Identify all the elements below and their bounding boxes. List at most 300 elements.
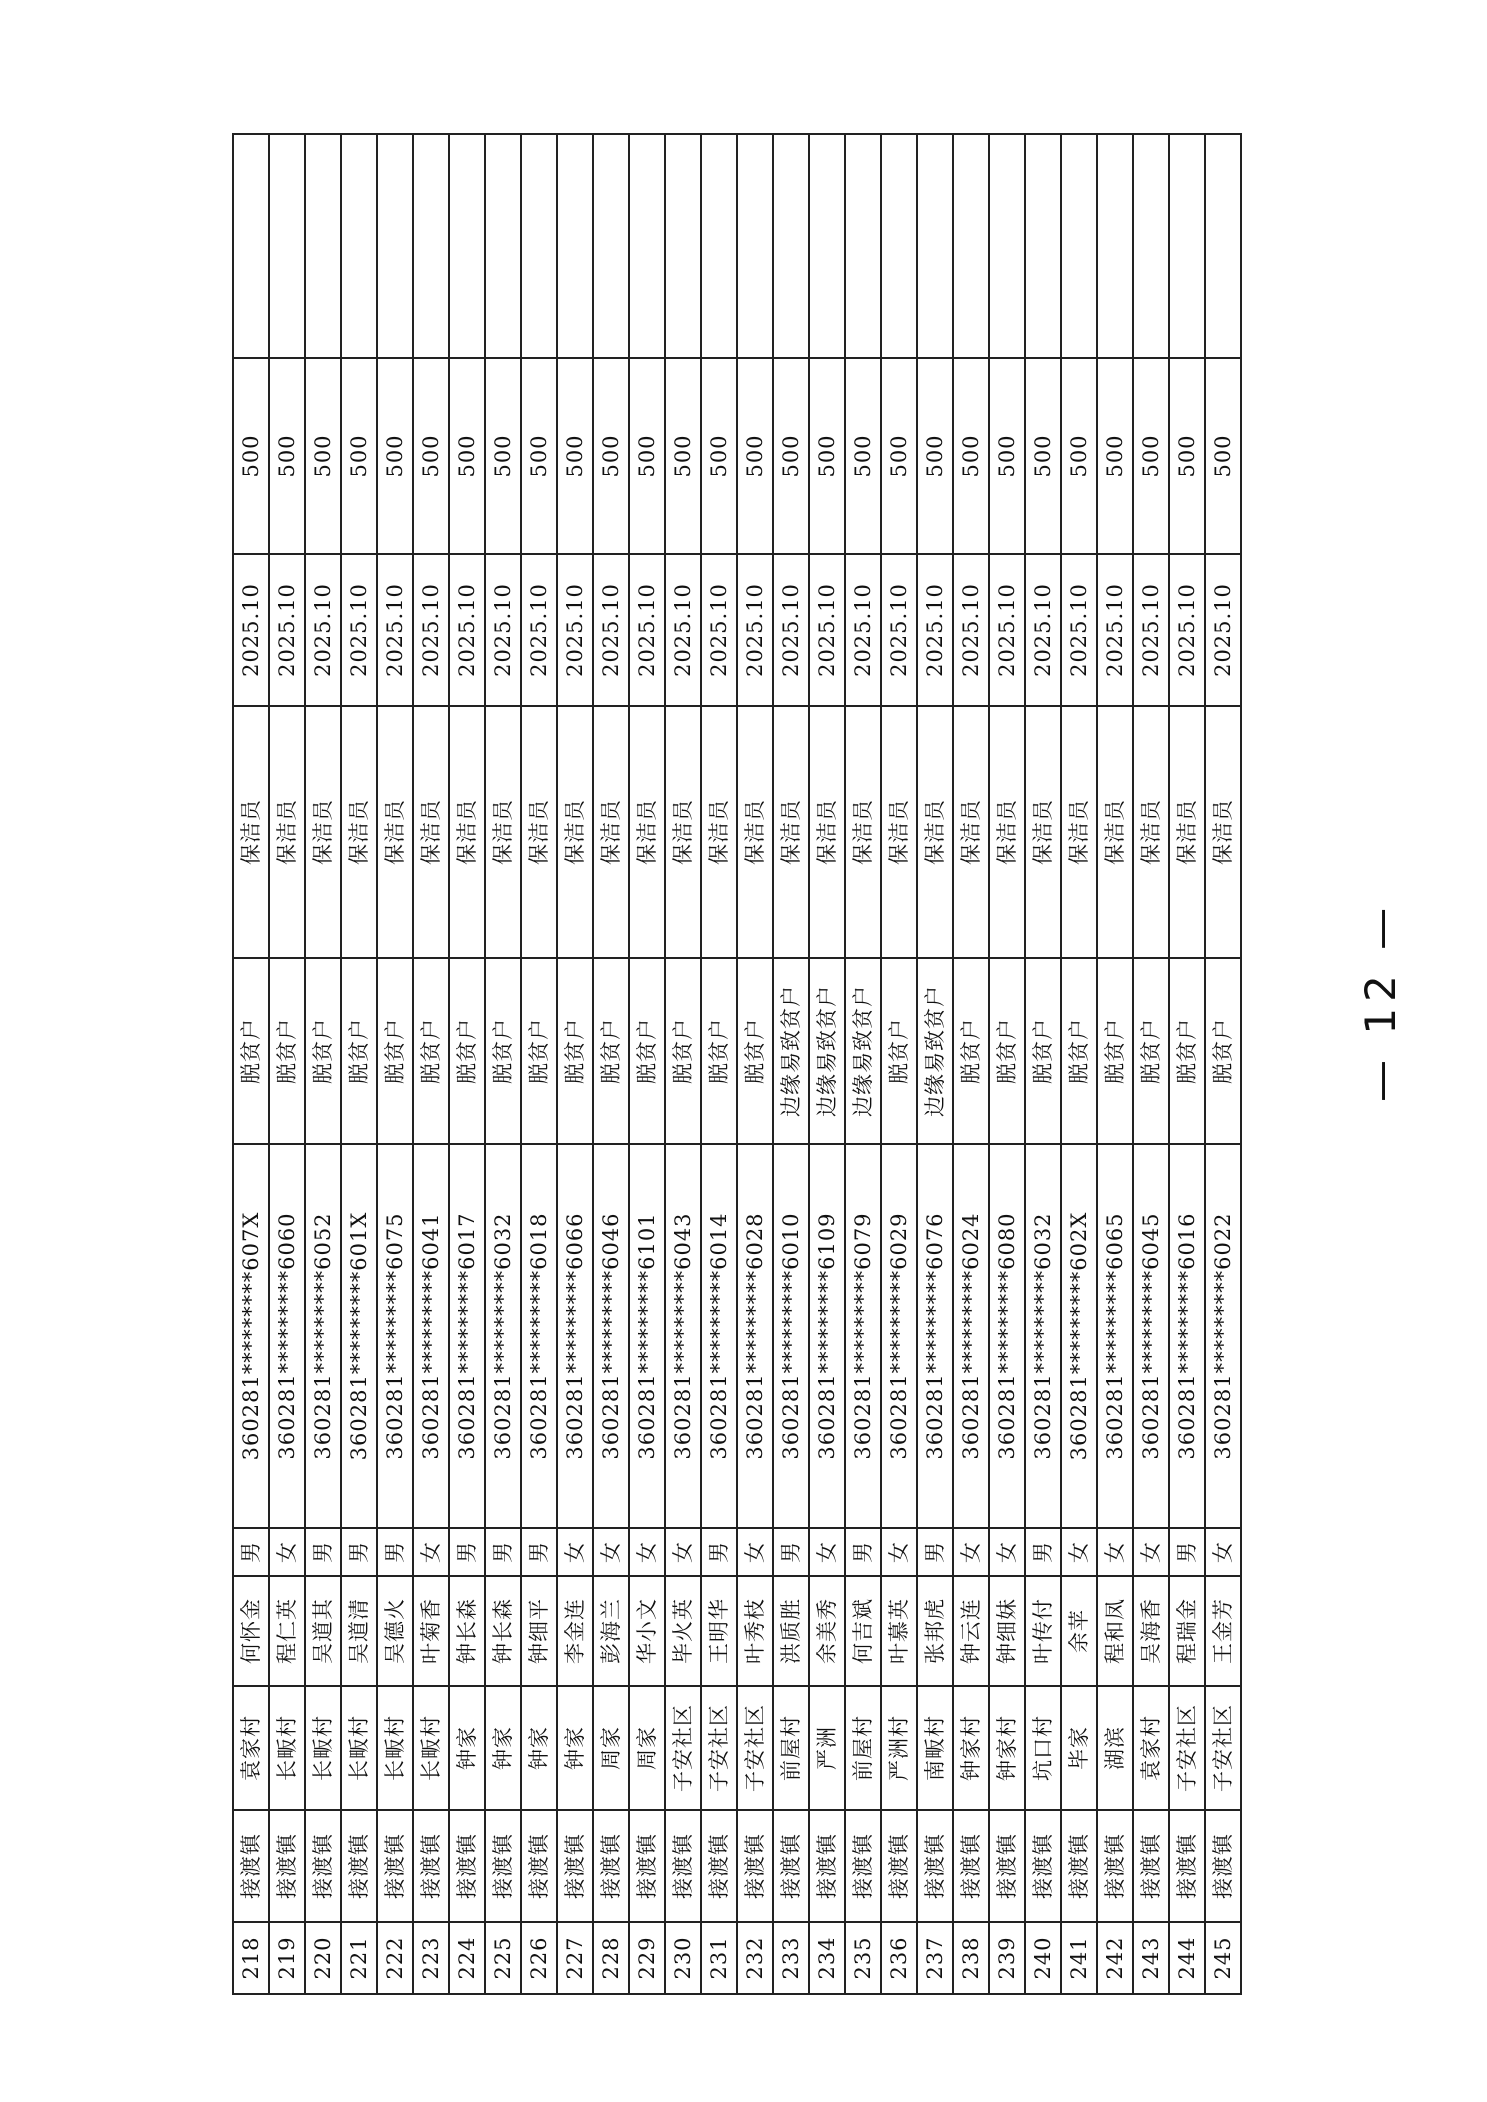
gender-cell: 男 — [449, 1528, 485, 1576]
village-name-cell: 周家 — [593, 1686, 629, 1810]
job-title-cell: 保洁员 — [989, 706, 1025, 958]
pay-month-cell: 2025.10 — [377, 554, 413, 706]
village-name-cell: 毕家 — [1061, 1686, 1097, 1810]
empty-remark-cell — [1097, 134, 1133, 358]
town-name-cell: 接渡镇 — [1025, 1810, 1061, 1922]
job-title-cell: 保洁员 — [1169, 706, 1205, 958]
table-row — [449, 134, 485, 1994]
pay-month-cell: 2025.10 — [233, 554, 269, 706]
subsidy-amount-cell: 500 — [629, 358, 665, 554]
subsidy-amount-cell: 500 — [1061, 358, 1097, 554]
pay-month-cell: 2025.10 — [737, 554, 773, 706]
pay-month-cell: 2025.10 — [953, 554, 989, 706]
row-number-cell: 233 — [773, 1922, 809, 1994]
household-type-cell: 边缘易致贫户 — [773, 958, 809, 1144]
empty-remark-cell — [989, 134, 1025, 358]
village-name-cell: 钟家村 — [989, 1686, 1025, 1810]
village-name-cell: 长畈村 — [377, 1686, 413, 1810]
empty-remark-cell — [449, 134, 485, 358]
subsidy-amount-cell: 500 — [233, 358, 269, 554]
village-name-cell: 子安社区 — [737, 1686, 773, 1810]
table-row — [269, 134, 305, 1994]
pay-month-cell: 2025.10 — [413, 554, 449, 706]
row-number-cell: 234 — [809, 1922, 845, 1994]
gender-cell: 女 — [557, 1528, 593, 1576]
row-number-cell: 218 — [233, 1922, 269, 1994]
village-name-cell: 前屋村 — [773, 1686, 809, 1810]
table-row — [413, 134, 449, 1994]
row-number-cell: 245 — [1205, 1922, 1241, 1994]
id-number-cell: 360281*********6010 — [773, 1144, 809, 1528]
village-name-cell: 长畈村 — [413, 1686, 449, 1810]
empty-remark-cell — [485, 134, 521, 358]
pay-month-cell: 2025.10 — [1061, 554, 1097, 706]
empty-remark-cell — [377, 134, 413, 358]
pay-month-cell: 2025.10 — [557, 554, 593, 706]
table-row — [737, 134, 773, 1994]
empty-remark-cell — [413, 134, 449, 358]
town-name-cell: 接渡镇 — [341, 1810, 377, 1922]
empty-remark-cell — [1061, 134, 1097, 358]
job-title-cell: 保洁员 — [809, 706, 845, 958]
town-name-cell: 接渡镇 — [449, 1810, 485, 1922]
row-number-cell: 226 — [521, 1922, 557, 1994]
row-number-cell: 232 — [737, 1922, 773, 1994]
pay-month-cell: 2025.10 — [521, 554, 557, 706]
row-number-cell: 223 — [413, 1922, 449, 1994]
pay-month-cell: 2025.10 — [773, 554, 809, 706]
job-title-cell: 保洁员 — [737, 706, 773, 958]
household-type-cell: 脱贫户 — [305, 958, 341, 1144]
gender-cell: 男 — [1169, 1528, 1205, 1576]
household-type-cell: 脱贫户 — [1133, 958, 1169, 1144]
empty-remark-cell — [1025, 134, 1061, 358]
empty-remark-cell — [521, 134, 557, 358]
job-title-cell: 保洁员 — [521, 706, 557, 958]
gender-cell: 女 — [593, 1528, 629, 1576]
id-number-cell: 360281*********6041 — [413, 1144, 449, 1528]
person-name-cell: 吴道清 — [341, 1576, 377, 1686]
household-type-cell: 脱贫户 — [449, 958, 485, 1144]
id-number-cell: 360281*********6066 — [557, 1144, 593, 1528]
job-title-cell: 保洁员 — [449, 706, 485, 958]
id-number-cell: 360281*********6109 — [809, 1144, 845, 1528]
person-name-cell: 钟细妹 — [989, 1576, 1025, 1686]
table-row — [881, 134, 917, 1994]
town-name-cell: 接渡镇 — [1133, 1810, 1169, 1922]
job-title-cell: 保洁员 — [1133, 706, 1169, 958]
subsidy-amount-cell: 500 — [1205, 358, 1241, 554]
row-number-cell: 239 — [989, 1922, 1025, 1994]
pay-month-cell: 2025.10 — [701, 554, 737, 706]
subsidy-amount-cell: 500 — [1097, 358, 1133, 554]
village-name-cell: 钟家 — [449, 1686, 485, 1810]
row-number-cell: 221 — [341, 1922, 377, 1994]
table-row — [1133, 134, 1169, 1994]
id-number-cell: 360281*********6079 — [845, 1144, 881, 1528]
person-name-cell: 程仁英 — [269, 1576, 305, 1686]
id-number-cell: 360281*********6065 — [1097, 1144, 1133, 1528]
household-type-cell: 脱贫户 — [593, 958, 629, 1144]
subsidy-amount-cell: 500 — [557, 358, 593, 554]
gender-cell: 女 — [1061, 1528, 1097, 1576]
row-number-cell: 222 — [377, 1922, 413, 1994]
pay-month-cell: 2025.10 — [629, 554, 665, 706]
id-number-cell: 360281*********6032 — [485, 1144, 521, 1528]
gender-cell: 女 — [881, 1528, 917, 1576]
person-name-cell: 余苹 — [1061, 1576, 1097, 1686]
empty-remark-cell — [557, 134, 593, 358]
job-title-cell: 保洁员 — [377, 706, 413, 958]
town-name-cell: 接渡镇 — [1205, 1810, 1241, 1922]
person-name-cell: 余美秀 — [809, 1576, 845, 1686]
person-name-cell: 何怀金 — [233, 1576, 269, 1686]
empty-remark-cell — [629, 134, 665, 358]
empty-remark-cell — [233, 134, 269, 358]
village-name-cell: 子安社区 — [665, 1686, 701, 1810]
empty-remark-cell — [737, 134, 773, 358]
person-name-cell: 钟云连 — [953, 1576, 989, 1686]
empty-remark-cell — [269, 134, 305, 358]
household-type-cell: 脱贫户 — [341, 958, 377, 1144]
household-type-cell: 脱贫户 — [953, 958, 989, 1144]
job-title-cell: 保洁员 — [1025, 706, 1061, 958]
household-type-cell: 脱贫户 — [1025, 958, 1061, 1144]
village-name-cell: 前屋村 — [845, 1686, 881, 1810]
gender-cell: 女 — [953, 1528, 989, 1576]
subsidy-amount-cell: 500 — [1169, 358, 1205, 554]
village-name-cell: 长畈村 — [269, 1686, 305, 1810]
id-number-cell: 360281*********6045 — [1133, 1144, 1169, 1528]
table-row — [485, 134, 521, 1994]
row-number-cell: 230 — [665, 1922, 701, 1994]
town-name-cell: 接渡镇 — [737, 1810, 773, 1922]
job-title-cell: 保洁员 — [881, 706, 917, 958]
gender-cell: 男 — [377, 1528, 413, 1576]
town-name-cell: 接渡镇 — [521, 1810, 557, 1922]
pay-month-cell: 2025.10 — [665, 554, 701, 706]
pay-month-cell: 2025.10 — [485, 554, 521, 706]
id-number-cell: 360281*********6024 — [953, 1144, 989, 1528]
gender-cell: 男 — [485, 1528, 521, 1576]
person-name-cell: 王明华 — [701, 1576, 737, 1686]
town-name-cell: 接渡镇 — [881, 1810, 917, 1922]
household-type-cell: 脱贫户 — [989, 958, 1025, 1144]
pay-month-cell: 2025.10 — [845, 554, 881, 706]
household-type-cell: 脱贫户 — [701, 958, 737, 1144]
id-number-cell: 360281*********6016 — [1169, 1144, 1205, 1528]
town-name-cell: 接渡镇 — [845, 1810, 881, 1922]
town-name-cell: 接渡镇 — [953, 1810, 989, 1922]
id-number-cell: 360281*********607X — [233, 1144, 269, 1528]
table-row — [1169, 134, 1205, 1994]
row-number-cell: 225 — [485, 1922, 521, 1994]
id-number-cell: 360281*********6032 — [1025, 1144, 1061, 1528]
id-number-cell: 360281*********6060 — [269, 1144, 305, 1528]
job-title-cell: 保洁员 — [665, 706, 701, 958]
gender-cell: 男 — [917, 1528, 953, 1576]
job-title-cell: 保洁员 — [953, 706, 989, 958]
gender-cell: 女 — [1205, 1528, 1241, 1576]
village-name-cell: 钟家 — [521, 1686, 557, 1810]
empty-remark-cell — [1169, 134, 1205, 358]
household-type-cell: 脱贫户 — [1097, 958, 1133, 1144]
id-number-cell: 360281*********6022 — [1205, 1144, 1241, 1528]
table-row — [809, 134, 845, 1994]
village-name-cell: 钟家 — [485, 1686, 521, 1810]
town-name-cell: 接渡镇 — [377, 1810, 413, 1922]
job-title-cell: 保洁员 — [845, 706, 881, 958]
household-type-cell: 脱贫户 — [737, 958, 773, 1144]
village-name-cell: 坑口村 — [1025, 1686, 1061, 1810]
row-number-cell: 242 — [1097, 1922, 1133, 1994]
job-title-cell: 保洁员 — [485, 706, 521, 958]
job-title-cell: 保洁员 — [341, 706, 377, 958]
household-type-cell: 脱贫户 — [485, 958, 521, 1144]
pay-month-cell: 2025.10 — [593, 554, 629, 706]
gender-cell: 男 — [1025, 1528, 1061, 1576]
gender-cell: 女 — [413, 1528, 449, 1576]
subsidy-amount-cell: 500 — [521, 358, 557, 554]
gender-cell: 女 — [1133, 1528, 1169, 1576]
household-type-cell: 脱贫户 — [1061, 958, 1097, 1144]
gender-cell: 男 — [305, 1528, 341, 1576]
subsidy-amount-cell: 500 — [773, 358, 809, 554]
row-number-cell: 219 — [269, 1922, 305, 1994]
empty-remark-cell — [305, 134, 341, 358]
pay-month-cell: 2025.10 — [269, 554, 305, 706]
village-name-cell: 钟家村 — [953, 1686, 989, 1810]
person-name-cell: 毕火英 — [665, 1576, 701, 1686]
id-number-cell: 360281*********6018 — [521, 1144, 557, 1528]
empty-remark-cell — [1205, 134, 1241, 358]
row-number-cell: 220 — [305, 1922, 341, 1994]
subsidy-amount-cell: 500 — [989, 358, 1025, 554]
town-name-cell: 接渡镇 — [1061, 1810, 1097, 1922]
table-row — [665, 134, 701, 1994]
person-name-cell: 何吉斌 — [845, 1576, 881, 1686]
subsidy-amount-cell: 500 — [305, 358, 341, 554]
table-row — [233, 134, 269, 1994]
person-name-cell: 张邦虎 — [917, 1576, 953, 1686]
gender-cell: 女 — [269, 1528, 305, 1576]
job-title-cell: 保洁员 — [773, 706, 809, 958]
subsidy-amount-cell: 500 — [953, 358, 989, 554]
pay-month-cell: 2025.10 — [1169, 554, 1205, 706]
village-name-cell: 长畈村 — [341, 1686, 377, 1810]
subsidy-amount-cell: 500 — [269, 358, 305, 554]
pay-month-cell: 2025.10 — [1025, 554, 1061, 706]
village-name-cell: 钟家 — [557, 1686, 593, 1810]
row-number-cell: 241 — [1061, 1922, 1097, 1994]
empty-remark-cell — [701, 134, 737, 358]
household-type-cell: 边缘易致贫户 — [845, 958, 881, 1144]
empty-remark-cell — [809, 134, 845, 358]
pay-month-cell: 2025.10 — [1097, 554, 1133, 706]
village-name-cell: 袁家村 — [233, 1686, 269, 1810]
job-title-cell: 保洁员 — [233, 706, 269, 958]
person-name-cell: 李金连 — [557, 1576, 593, 1686]
row-number-cell: 235 — [845, 1922, 881, 1994]
table-row — [701, 134, 737, 1994]
household-type-cell: 脱贫户 — [557, 958, 593, 1144]
id-number-cell: 360281*********601X — [341, 1144, 377, 1528]
table-row — [521, 134, 557, 1994]
row-number-cell: 228 — [593, 1922, 629, 1994]
job-title-cell: 保洁员 — [1205, 706, 1241, 958]
empty-remark-cell — [917, 134, 953, 358]
town-name-cell: 接渡镇 — [773, 1810, 809, 1922]
subsidy-table — [232, 133, 1242, 1995]
job-title-cell: 保洁员 — [557, 706, 593, 958]
row-number-cell: 240 — [1025, 1922, 1061, 1994]
pay-month-cell: 2025.10 — [305, 554, 341, 706]
table-row — [953, 134, 989, 1994]
id-number-cell: 360281*********6046 — [593, 1144, 629, 1528]
table-row — [1205, 134, 1241, 1994]
person-name-cell: 叶菊香 — [413, 1576, 449, 1686]
person-name-cell: 钟长森 — [449, 1576, 485, 1686]
town-name-cell: 接渡镇 — [917, 1810, 953, 1922]
subsidy-amount-cell: 500 — [881, 358, 917, 554]
row-number-cell: 243 — [1133, 1922, 1169, 1994]
subsidy-amount-cell: 500 — [917, 358, 953, 554]
subsidy-amount-cell: 500 — [377, 358, 413, 554]
subsidy-amount-cell: 500 — [413, 358, 449, 554]
table-row — [341, 134, 377, 1994]
job-title-cell: 保洁员 — [269, 706, 305, 958]
household-type-cell: 脱贫户 — [233, 958, 269, 1144]
household-type-cell: 脱贫户 — [269, 958, 305, 1144]
subsidy-amount-cell: 500 — [845, 358, 881, 554]
table-row — [1025, 134, 1061, 1994]
gender-cell: 男 — [341, 1528, 377, 1576]
row-number-cell: 236 — [881, 1922, 917, 1994]
table-row — [593, 134, 629, 1994]
person-name-cell: 程和凤 — [1097, 1576, 1133, 1686]
empty-remark-cell — [773, 134, 809, 358]
table-row — [629, 134, 665, 1994]
town-name-cell: 接渡镇 — [305, 1810, 341, 1922]
id-number-cell: 360281*********602X — [1061, 1144, 1097, 1528]
village-name-cell: 湖滨 — [1097, 1686, 1133, 1810]
job-title-cell: 保洁员 — [413, 706, 449, 958]
village-name-cell: 南畈村 — [917, 1686, 953, 1810]
gender-cell: 女 — [737, 1528, 773, 1576]
gender-cell: 女 — [809, 1528, 845, 1576]
row-number-cell: 229 — [629, 1922, 665, 1994]
gender-cell: 男 — [233, 1528, 269, 1576]
page-number: — 12 — — [1356, 901, 1405, 1102]
subsidy-amount-cell: 500 — [1025, 358, 1061, 554]
town-name-cell: 接渡镇 — [989, 1810, 1025, 1922]
town-name-cell: 接渡镇 — [485, 1810, 521, 1922]
town-name-cell: 接渡镇 — [233, 1810, 269, 1922]
town-name-cell: 接渡镇 — [413, 1810, 449, 1922]
person-name-cell: 叶秀枝 — [737, 1576, 773, 1686]
table-row — [773, 134, 809, 1994]
household-type-cell: 脱贫户 — [413, 958, 449, 1144]
town-name-cell: 接渡镇 — [1169, 1810, 1205, 1922]
town-name-cell: 接渡镇 — [269, 1810, 305, 1922]
household-type-cell: 脱贫户 — [881, 958, 917, 1144]
job-title-cell: 保洁员 — [305, 706, 341, 958]
table-row — [1097, 134, 1133, 1994]
subsidy-amount-cell: 500 — [449, 358, 485, 554]
empty-remark-cell — [881, 134, 917, 358]
gender-cell: 男 — [773, 1528, 809, 1576]
subsidy-amount-cell: 500 — [737, 358, 773, 554]
id-number-cell: 360281*********6075 — [377, 1144, 413, 1528]
household-type-cell: 脱贫户 — [521, 958, 557, 1144]
pay-month-cell: 2025.10 — [989, 554, 1025, 706]
table-row — [557, 134, 593, 1994]
household-type-cell: 脱贫户 — [1169, 958, 1205, 1144]
id-number-cell: 360281*********6076 — [917, 1144, 953, 1528]
person-name-cell: 吴海香 — [1133, 1576, 1169, 1686]
empty-remark-cell — [593, 134, 629, 358]
town-name-cell: 接渡镇 — [557, 1810, 593, 1922]
pay-month-cell: 2025.10 — [341, 554, 377, 706]
row-number-cell: 224 — [449, 1922, 485, 1994]
person-name-cell: 程瑞金 — [1169, 1576, 1205, 1686]
gender-cell: 男 — [701, 1528, 737, 1576]
id-number-cell: 360281*********6014 — [701, 1144, 737, 1528]
table-row — [845, 134, 881, 1994]
empty-remark-cell — [845, 134, 881, 358]
job-title-cell: 保洁员 — [593, 706, 629, 958]
household-type-cell: 边缘易致贫户 — [809, 958, 845, 1144]
town-name-cell: 接渡镇 — [809, 1810, 845, 1922]
household-type-cell: 脱贫户 — [629, 958, 665, 1144]
town-name-cell: 接渡镇 — [1097, 1810, 1133, 1922]
pay-month-cell: 2025.10 — [917, 554, 953, 706]
person-name-cell: 吴德火 — [377, 1576, 413, 1686]
id-number-cell: 360281*********6043 — [665, 1144, 701, 1528]
village-name-cell: 长畈村 — [305, 1686, 341, 1810]
village-name-cell: 子安社区 — [1205, 1686, 1241, 1810]
table-row — [305, 134, 341, 1994]
subsidy-amount-cell: 500 — [1133, 358, 1169, 554]
pay-month-cell: 2025.10 — [449, 554, 485, 706]
person-name-cell: 钟长森 — [485, 1576, 521, 1686]
job-title-cell: 保洁员 — [1097, 706, 1133, 958]
job-title-cell: 保洁员 — [1061, 706, 1097, 958]
empty-remark-cell — [341, 134, 377, 358]
village-name-cell: 严洲村 — [881, 1686, 917, 1810]
pay-month-cell: 2025.10 — [809, 554, 845, 706]
row-number-cell: 237 — [917, 1922, 953, 1994]
table-row — [1061, 134, 1097, 1994]
village-name-cell: 袁家村 — [1133, 1686, 1169, 1810]
gender-cell: 男 — [845, 1528, 881, 1576]
village-name-cell: 子安社区 — [701, 1686, 737, 1810]
row-number-cell: 244 — [1169, 1922, 1205, 1994]
empty-remark-cell — [665, 134, 701, 358]
subsidy-amount-cell: 500 — [809, 358, 845, 554]
gender-cell: 女 — [629, 1528, 665, 1576]
pay-month-cell: 2025.10 — [1133, 554, 1169, 706]
gender-cell: 男 — [521, 1528, 557, 1576]
id-number-cell: 360281*********6101 — [629, 1144, 665, 1528]
person-name-cell: 彭海兰 — [593, 1576, 629, 1686]
empty-remark-cell — [953, 134, 989, 358]
job-title-cell: 保洁员 — [629, 706, 665, 958]
town-name-cell: 接渡镇 — [665, 1810, 701, 1922]
household-type-cell: 脱贫户 — [377, 958, 413, 1144]
id-number-cell: 360281*********6052 — [305, 1144, 341, 1528]
subsidy-amount-cell: 500 — [701, 358, 737, 554]
